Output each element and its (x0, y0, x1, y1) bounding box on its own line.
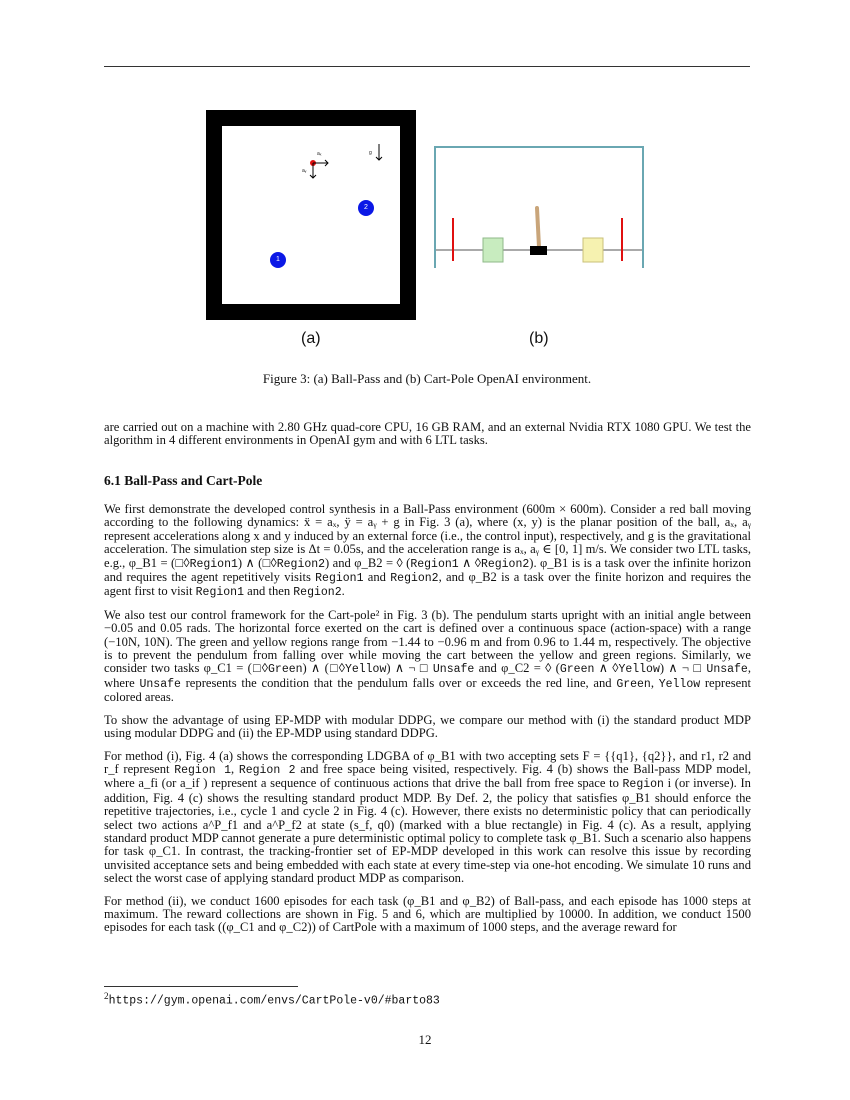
region-1-marker: 1 (270, 252, 286, 268)
intro-text: are carried out on a machine with 2.80 GHz quad-core CPU, 16 GB RAM, and an external Nvidia RTX 1080 GPU. We test the algorithm in 4 different environments in OpenAI gym and with 6 LTL tasks. (104, 420, 751, 448)
figure-caption: Figure 3: (a) Ball-Pass and (b) Cart-Pole OpenAI environment. (262, 371, 592, 386)
footnote-link[interactable]: https://gym.openai.com/envs/CartPole-v0/#barto83 (108, 994, 440, 1008)
footnote-rule (104, 986, 298, 987)
section-body (104, 503, 751, 944)
panel-a-label: (a) (301, 330, 321, 347)
cart-pole-environment (434, 146, 644, 268)
paragraph-method-ii: For method (ii), we conduct 1600 episodes for each task (φ_B1 and φ_B2) of Ball-pass, and each episode has 1000 steps at maximum. The reward collections are shown in Fig. 5 and 6, which are multiplied by 10000. In addition, we conduct 1500 episodes for each task ((φ_C1 and φ_C2)) of CartPole with a maximum of 1000 steps, and the average reward for (104, 893, 751, 935)
footnote (104, 991, 440, 1008)
paragraph-method-i: For method (i), Fig. 4 (a) shows the corresponding LDGBA of φ_B1 with two accepting sets F = {{q1}, {q2}}, and r1, r2 and r_f represent Region 1, Region 2 and free space being visited, respectively. Fig. 4 (b) shows the Ball-pass MDP model, where a_fi (or a_if ) represent a sequence of continuous actions that drive the ball from free space to Region i (or inverse). In addition, Fig. 4 (c) shows the resulting standard product MDP. By Def. 2, the policy that satisfies φ_B1 should enforce the repetitive trajectories, i.e., cycle 1 and cycle 2 in Fig. 4 (c). However, there exists no deterministic policy that can periodically select two actions a^P_f1 and a^P_f2 at state (s_f, q0) (marked with a blue rectangle) in Fig. 4 (c). As a result, applying standard product MDP cannot generate a pure deterministic optimal policy to complete task φ_B1. Such a scenario also happens for task φ_C1. In contrast, the tracking-frontier set of EP-MDP developed in this work can resolve this issue by recording unvisited acceptance sets and being embedded with each state at every time-step via one-hot encoding. We simulate 10 runs and select the worst case of applying standard product MDP as comparison. (104, 748, 751, 886)
acceleration-arrows (222, 126, 400, 304)
page-number: 12 (418, 1032, 432, 1047)
panel-b-label: (b) (529, 330, 549, 347)
ball-pass-environment (206, 110, 416, 320)
footnote-mark: 2 (104, 991, 109, 1001)
ay-label: aᵧ (302, 168, 307, 174)
intro-paragraph (104, 421, 751, 457)
ball-pass-arena (222, 126, 400, 304)
section-title: 6.1 Ball-Pass and Cart-Pole (104, 473, 263, 488)
figure-3 (104, 100, 750, 360)
header-rule (104, 66, 750, 67)
paragraph-comparison: To show the advantage of using EP-MDP with modular DDPG, we compare our method with (i) the standard product MDP using modular DDPG and (ii) the EP-MDP using standard DDPG. (104, 712, 751, 741)
ax-label: aₓ (317, 151, 322, 157)
paragraph-ball-pass: We first demonstrate the developed control synthesis in a Ball-Pass environment (600m × 600m). Consider a red ball moving according to the following dynamics: ẍ = aₓ, ÿ = aᵧ + g in Fig. 3 (a), where (x, y) is the planar position of the ball, aₓ, aᵧ represent accelerations along x and y induced by an external force (i.e., the control input), respectively, and g is the gravitational acceleration. The simulation step size is Δt = 0.05s, and the acceleration range is aₓ, aᵧ ∈ [0, 1] m/s. We consider two LTL tasks, e.g., φ_B1 = (□◊Region1) ∧ (□◊Region2) and φ_B2 = ◊ (Region1 ∧ ◊Region2). φ_B1 is is a task over the infinite horizon and requires the agent repetitively visits Region1 and Region2, and φ_B2 is a task over the finite horizon and requires the agent first to visit Region1 and then Region2. (104, 502, 751, 600)
paragraph-cart-pole: We also test our control framework for the Cart-pole² in Fig. 3 (b). The pendulum starts upright with an initial angle between −0.05 and 0.05 rads. The horizontal force exerted on the cart is defined over a continuous space (action-space) with a range (−10N, 10N). The green and yellow regions range from −1.44 to −0.96 m and from 0.96 to 1.44 m, respectively. The objective is to prevent the pendulum from falling over while moving the cart between the yellow and green regions. Similarly, we consider two tasks φ_C1 = (□◊Green) ∧ (□◊Yellow) ∧ ¬ □ Unsafe and φ_C2 = ◊ (Green ∧ ◊Yellow) ∧ ¬ □ Unsafe, where Unsafe represents the condition that the pendulum falls over or exceeds the red line, and Green, Yellow represent colored areas. (104, 607, 752, 705)
region-2-marker: 2 (358, 200, 374, 216)
g-label: g (369, 150, 372, 156)
cart-pole-scene (436, 148, 642, 268)
